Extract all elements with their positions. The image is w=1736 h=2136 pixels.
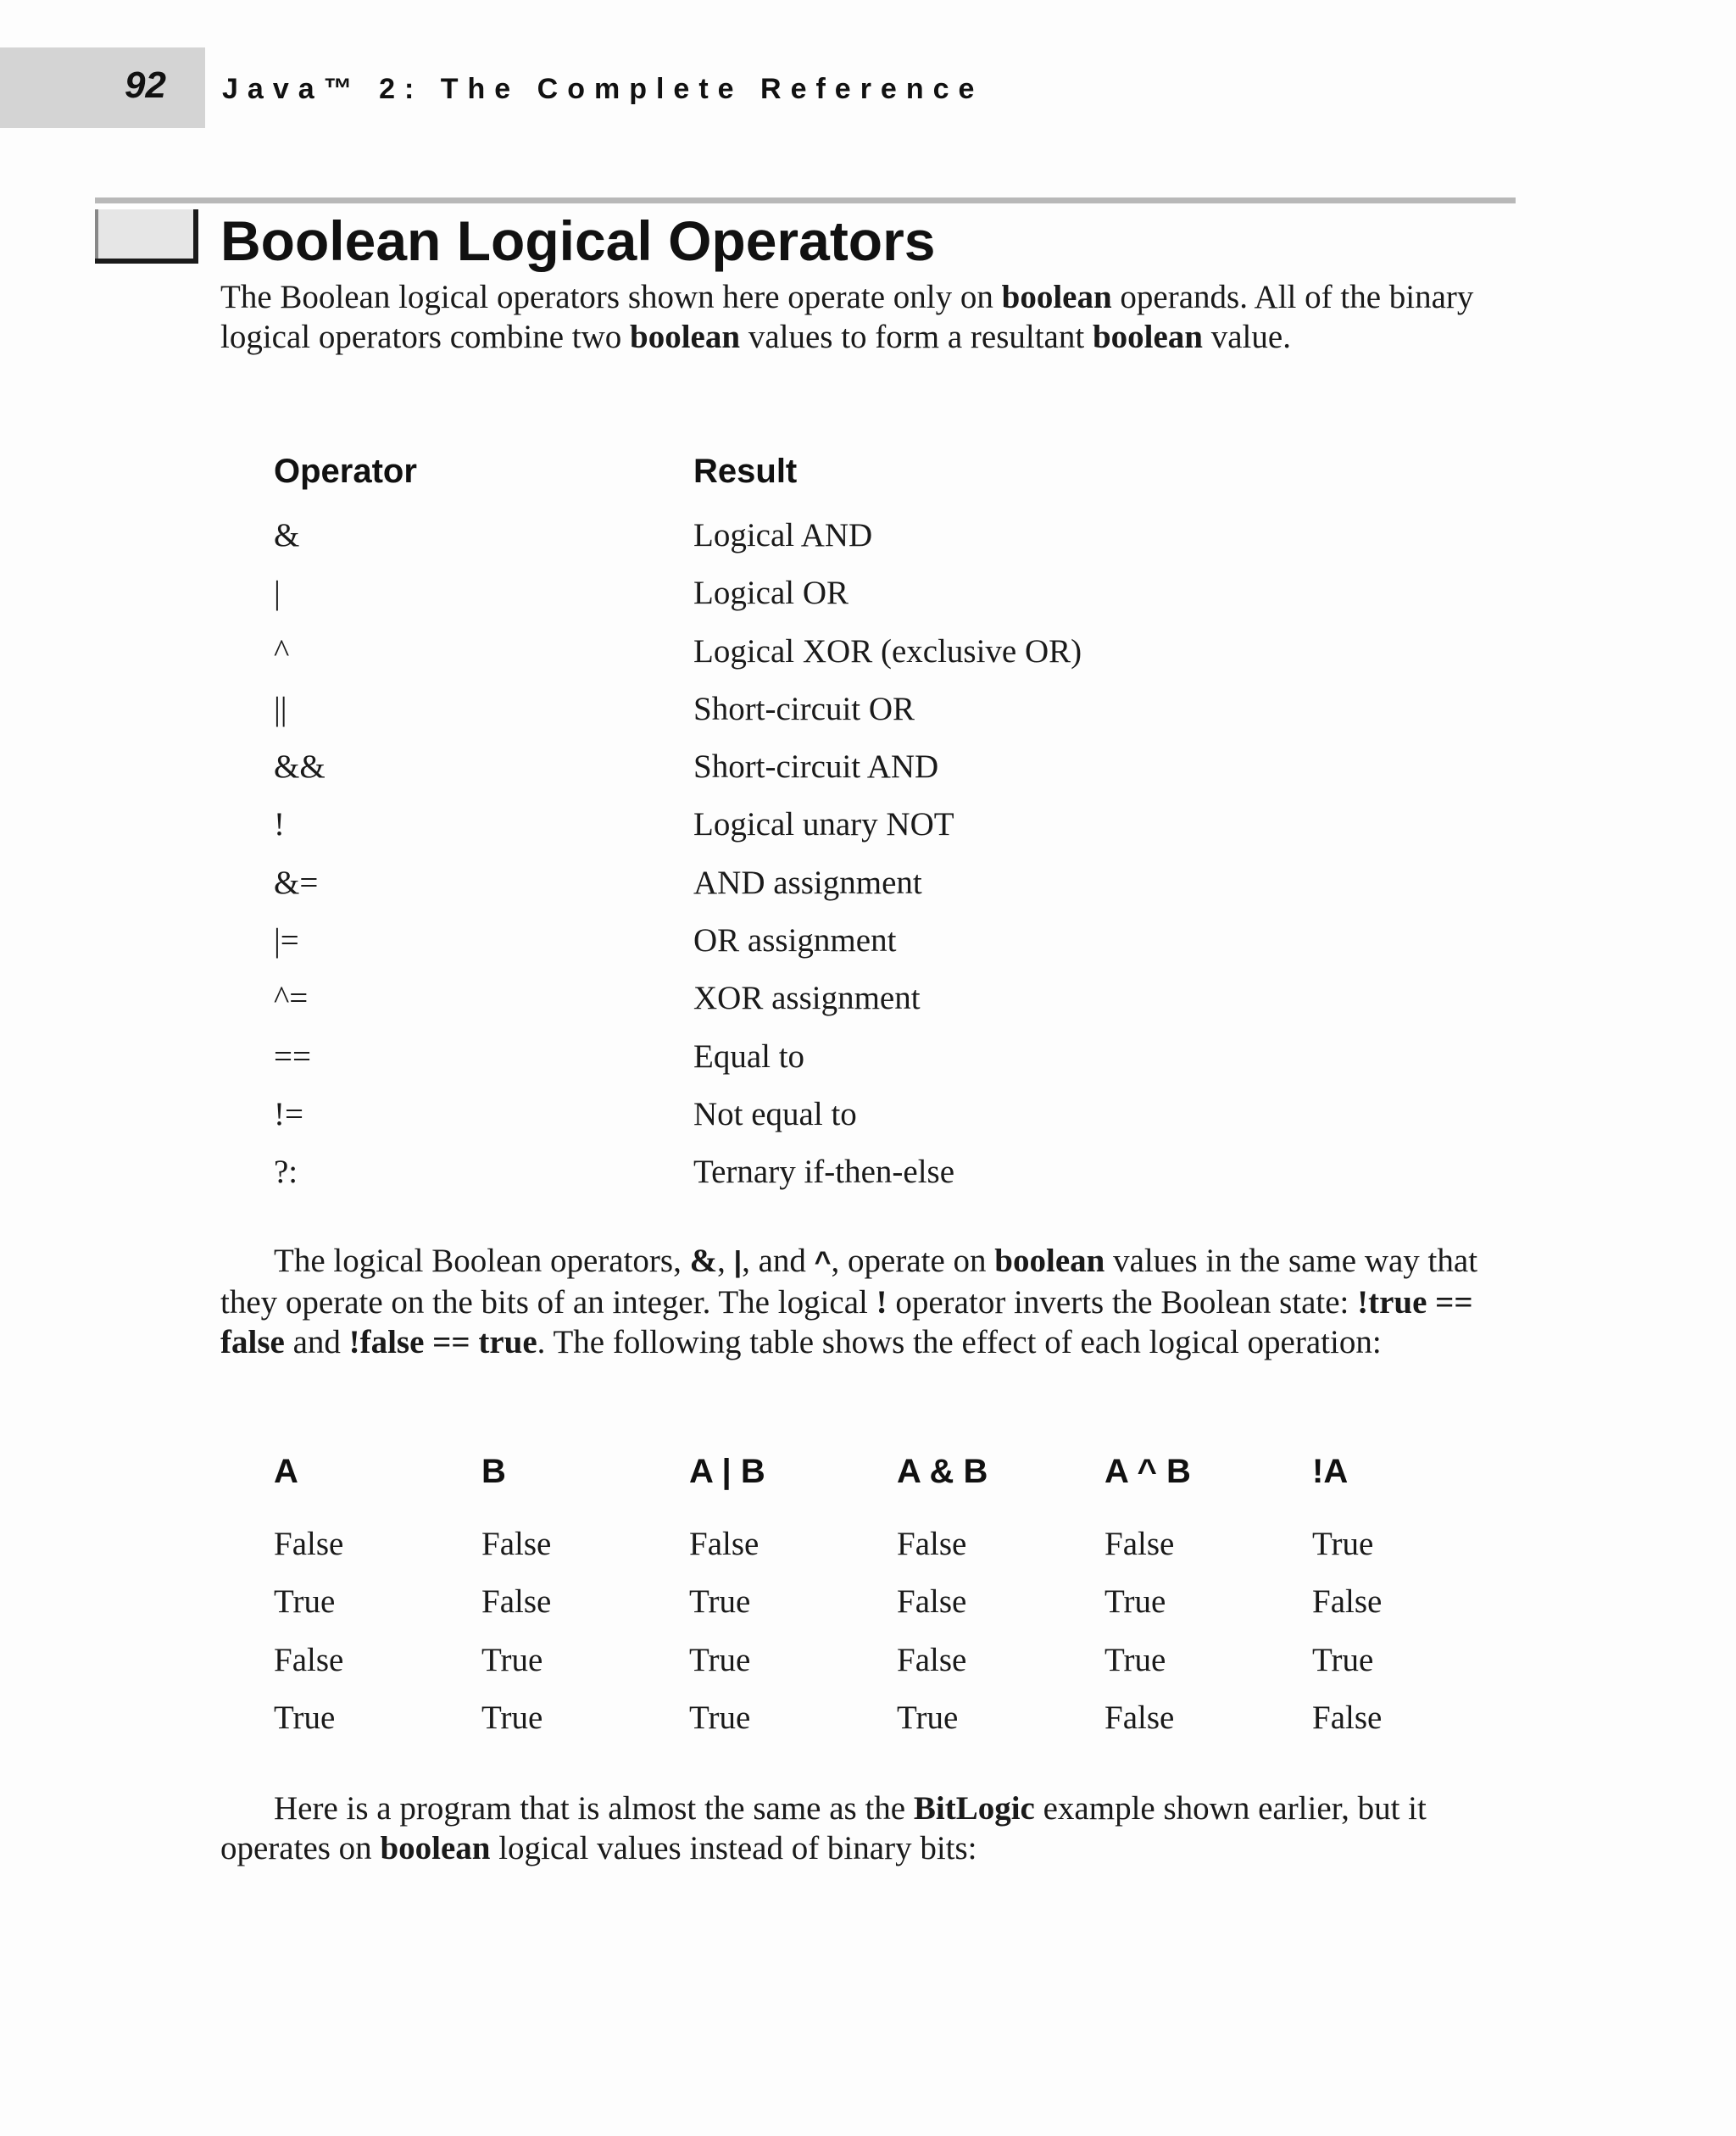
closing-paragraph [220, 1788, 1509, 1868]
table-row [274, 565, 1291, 622]
truth-cell: False [897, 1641, 967, 1678]
truth-cell: True [1312, 1526, 1374, 1562]
para2-bold-5: ! [876, 1284, 887, 1321]
truth-header-a: A [274, 1453, 298, 1490]
result-cell: OR assignment [693, 922, 897, 960]
truth-cell: False [481, 1526, 552, 1562]
para2-text-4: , operate on [831, 1243, 995, 1279]
operator-cell: | [274, 575, 281, 612]
truth-cell: True [689, 1641, 751, 1678]
result-column-header: Result [693, 453, 798, 490]
truth-cell: False [1312, 1699, 1383, 1736]
table-row [274, 681, 1291, 738]
truth-header-b: B [481, 1453, 506, 1490]
section-rule [95, 197, 1516, 203]
table-row [274, 854, 1291, 912]
table-row [274, 1028, 1291, 1086]
truth-header-a-and-b: A & B [897, 1453, 988, 1490]
para2-text-6: operator inverts the Boolean state: [887, 1284, 1358, 1321]
truth-cell: True [481, 1641, 543, 1678]
result-cell: Logical unary NOT [693, 806, 954, 843]
operator-cell: |= [274, 922, 299, 960]
para2-text-8: . The following table shows the effect of each logical operation: [537, 1324, 1382, 1360]
result-cell: XOR assignment [693, 980, 921, 1017]
table-row [274, 1086, 1291, 1143]
operator-column-header: Operator [274, 453, 417, 490]
para3-text-3: logical values instead of binary bits: [490, 1830, 977, 1866]
result-cell: Logical AND [693, 517, 873, 553]
para2-text-5: values in the same way that they operate on the bits of an integer. The logical [220, 1243, 1478, 1321]
truth-cell: True [1104, 1641, 1166, 1678]
table-row [274, 1573, 1511, 1631]
table-row [274, 1516, 1511, 1573]
intro-bold-2: boolean [630, 319, 741, 355]
result-cell: Logical OR [693, 575, 849, 612]
intro-text-2: operands. All of the binary logical operators combine two [220, 279, 1474, 355]
intro-text-4: value. [1202, 319, 1291, 355]
intro-bold-1: boolean [1001, 279, 1112, 315]
truth-cell: True [1312, 1641, 1374, 1678]
result-cell: Short-circuit AND [693, 748, 939, 786]
para2-text-3: , and [742, 1243, 815, 1279]
result-cell: Not equal to [693, 1095, 857, 1132]
operator-cell: != [274, 1095, 303, 1132]
section-title: Boolean Logical Operators [220, 209, 936, 272]
truth-cell: False [1104, 1526, 1175, 1562]
truth-cell: True [897, 1699, 959, 1736]
para2-bold-6: !true == false [220, 1284, 1473, 1360]
operator-cell: ^= [274, 980, 309, 1017]
para2-bold-3: ^ [814, 1246, 832, 1278]
truth-cell: True [481, 1699, 543, 1736]
result-cell: Logical XOR (exclusive OR) [693, 632, 1082, 670]
operator-cell: ?: [274, 1154, 298, 1191]
para2-text-2: , [717, 1243, 734, 1279]
table-row [274, 738, 1291, 796]
truth-cell: False [274, 1641, 344, 1678]
para2-text-1: The logical Boolean operators, [274, 1243, 690, 1279]
truth-header-not-a: !A [1312, 1453, 1349, 1490]
operator-cell: & [274, 517, 300, 553]
para3-text-1: Here is a program that is almost the same as the [274, 1790, 914, 1827]
truth-cell: False [1104, 1699, 1175, 1736]
operator-cell: && [274, 748, 326, 786]
table-row [274, 912, 1291, 970]
para3-bold-1: BitLogic [913, 1790, 1035, 1827]
truth-table [274, 1448, 1511, 1747]
result-cell: Equal to [693, 1037, 805, 1075]
operator-table-header [274, 448, 1291, 507]
page-number: 92 [125, 64, 166, 106]
table-row [274, 1689, 1511, 1747]
table-row [274, 1143, 1291, 1201]
explanation-paragraph [220, 1241, 1509, 1362]
para2-text-7: and [284, 1324, 349, 1360]
table-row [274, 1632, 1511, 1689]
operator-cell: &= [274, 864, 319, 901]
truth-cell: True [689, 1583, 751, 1621]
truth-cell: False [1312, 1583, 1383, 1621]
para2-bold-7: !false == true [348, 1324, 537, 1360]
truth-cell: False [481, 1583, 552, 1621]
para2-bold-1: & [689, 1243, 718, 1279]
truth-table-header [274, 1448, 1511, 1516]
operator-cell: ^ [274, 632, 290, 670]
truth-cell: True [274, 1583, 336, 1621]
para3-text-2: example shown earlier, but it operates on [220, 1790, 1427, 1866]
intro-text-1: The Boolean logical operators shown here operate only on [220, 279, 1002, 315]
truth-cell: False [897, 1583, 967, 1621]
truth-cell: False [274, 1526, 344, 1562]
page-number-tab [0, 47, 205, 128]
result-cell: Short-circuit OR [693, 690, 915, 727]
truth-cell: True [1104, 1583, 1166, 1621]
para2-bold-4: boolean [994, 1243, 1105, 1279]
para2-bold-2: | [733, 1246, 743, 1278]
para3-bold-2: boolean [380, 1830, 491, 1866]
truth-header-a-or-b: A | B [689, 1453, 765, 1490]
section-marker-box [95, 209, 198, 264]
intro-paragraph [220, 277, 1509, 357]
truth-cell: False [689, 1526, 760, 1562]
intro-text-3: values to form a resultant [740, 319, 1093, 355]
intro-bold-3: boolean [1092, 319, 1203, 355]
table-row [274, 623, 1291, 681]
operator-cell: ! [274, 806, 285, 843]
operator-cell: == [274, 1037, 311, 1075]
truth-cell: False [897, 1526, 967, 1562]
table-row [274, 796, 1291, 854]
truth-cell: True [689, 1699, 751, 1736]
operator-cell: || [274, 690, 287, 727]
table-row [274, 970, 1291, 1027]
truth-cell: True [274, 1699, 336, 1736]
result-cell: AND assignment [693, 864, 922, 901]
table-row [274, 507, 1291, 565]
truth-header-a-xor-b: A ^ B [1104, 1453, 1191, 1490]
operator-table [274, 448, 1291, 1202]
result-cell: Ternary if-then-else [693, 1154, 955, 1191]
running-head: Java™ 2: The Complete Reference [222, 73, 984, 105]
